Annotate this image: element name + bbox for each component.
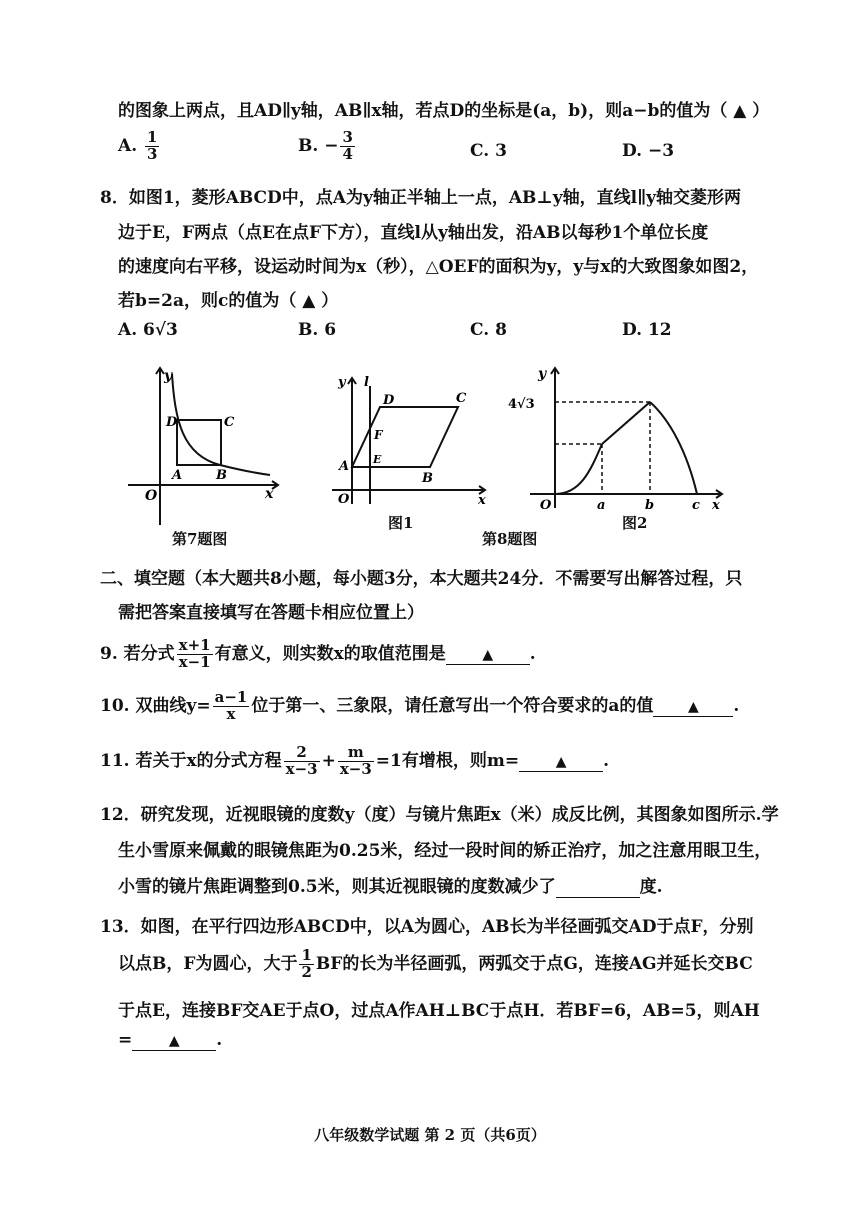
fig1-caption: 图1 bbox=[388, 514, 414, 532]
q8-line-3: 的速度向右平移，设运动时间为x（秒），△OEF的面积为y，y与x的大致图象如图2， bbox=[118, 257, 759, 277]
fig2-curve-3 bbox=[650, 402, 697, 494]
fig1-point-f: F bbox=[374, 428, 383, 442]
q11-answer-blank[interactable]: ▲ bbox=[519, 751, 603, 772]
q12-line-2: 生小雪原来佩戴的眼镜焦距为0.25米，经过一段时间的矫正治疗，加之注意用眼卫生， bbox=[118, 841, 772, 861]
q9-line: 9. 若分式 $\frac{x+1}{x-1}$ 有意义，则实数x的取值范围是 ▲ . bbox=[100, 636, 536, 671]
q8-option-c: C. 8 bbox=[470, 320, 507, 340]
q13-line-4: = ▲ . bbox=[118, 1030, 223, 1050]
q8-option-a: A. 6√3 bbox=[118, 320, 178, 340]
fig7-point-c: C bbox=[224, 415, 235, 430]
fig2-tick-a: a bbox=[597, 498, 606, 512]
fig1-point-d: D bbox=[383, 393, 395, 408]
q11-line: 11. 若关于x的分式方程 $\frac{2}{x-3}$ + $\frac{m}{x-3}$ =1有增根，则m= ▲ . bbox=[100, 743, 610, 778]
fig2-y-value-label: 4√3 bbox=[508, 397, 535, 412]
q12-line-1: 12．研究发现，近视眼镜的度数y（度）与镜片焦距x（米）成反比例，其图象如图所示.学 bbox=[100, 805, 779, 825]
q13-answer-blank[interactable]: ▲ bbox=[132, 1030, 216, 1051]
fig8-caption: 第8题图 bbox=[482, 530, 538, 548]
section2-heading-line-2: 需把答案直接填写在答题卡相应位置上） bbox=[118, 603, 424, 623]
fig7-y-label: y bbox=[164, 368, 173, 384]
fig1-l-label: l bbox=[364, 375, 369, 390]
q7-option-a: A. $\frac{1}{3}$ bbox=[118, 128, 158, 163]
fig1-point-b: B bbox=[422, 471, 433, 486]
fig7-point-b: B bbox=[216, 468, 227, 483]
fig7-caption: 第7题图 bbox=[172, 530, 228, 548]
section2-heading-line-1: 二、填空题（本大题共8小题，每小题3分，本大题共24分．不需要写出解答过程，只 bbox=[100, 569, 743, 589]
q8-line-4: 若b=2a，则c的值为（ ▲ ） bbox=[118, 291, 339, 311]
q13-line-2: 以点B，F为圆心，大于 $\frac{1}{2}$ BF的长为半径画弧，两弧交于点G，连接AG并延长交BC bbox=[118, 946, 753, 981]
fig7-origin-label: O bbox=[145, 488, 158, 504]
fig7-point-a: A bbox=[172, 468, 183, 483]
fig2-curve-1 bbox=[555, 444, 602, 494]
fig2-x-label: x bbox=[712, 498, 720, 512]
fig2-origin-label: O bbox=[540, 498, 552, 512]
fig1-y-label: y bbox=[338, 375, 346, 390]
q10-line: 10. 双曲线y= $\frac{a-1}{x}$ 位于第一、三象限，请任意写出一个符合要求的a的值 ▲ . bbox=[100, 688, 740, 723]
fig1-point-c: C bbox=[456, 391, 467, 406]
fig1-point-e: E bbox=[373, 453, 382, 466]
figure-1 bbox=[330, 372, 490, 507]
fig1-rhombus bbox=[352, 407, 458, 467]
fig1-point-a: A bbox=[339, 459, 350, 474]
fig2-segment-2 bbox=[602, 402, 650, 444]
fig7-square bbox=[177, 420, 221, 465]
q12-line-3: 小雪的镜片焦距调整到0.5米，则其近视眼镜的度数减少了 度. bbox=[118, 877, 663, 897]
figure-7 bbox=[120, 360, 290, 530]
fig2-y-label: y bbox=[538, 366, 547, 382]
q7-stem: 的图象上两点，且AD∥y轴，AB∥x轴，若点D的坐标是(a，b)，则a−b的值为（ ▲ ） bbox=[118, 101, 770, 121]
fig7-x-label: x bbox=[265, 486, 274, 502]
fig1-x-label: x bbox=[478, 493, 486, 507]
q13-line-3: 于点E，连接BF交AE于点O，过点A作AH⊥BC于点H．若BF=6，AB=5，则AH bbox=[118, 1001, 760, 1021]
fig2-tick-b: b bbox=[645, 498, 655, 512]
q10-answer-blank[interactable]: ▲ bbox=[653, 696, 733, 717]
q8-line-1: 8．如图1，菱形ABCD中，点A为y轴正半轴上一点，AB⊥y轴，直线l∥y轴交菱形两 bbox=[100, 188, 741, 208]
fig2-caption: 图2 bbox=[622, 514, 648, 532]
fig7-point-d: D bbox=[166, 415, 178, 430]
q7-option-c: C. 3 bbox=[470, 141, 507, 161]
q7-option-d: D. −3 bbox=[622, 141, 675, 161]
q8-line-2: 边于E，F两点（点E在点F下方），直线l从y轴出发，沿AB以每秒1个单位长度 bbox=[118, 223, 709, 243]
fig1-origin-label: O bbox=[338, 492, 350, 507]
fig2-tick-c: c bbox=[692, 498, 700, 512]
q9-answer-blank[interactable]: ▲ bbox=[446, 644, 530, 665]
q8-option-b: B. 6 bbox=[298, 320, 337, 340]
page-footer: 八年级数学试题 第 2 页（共6页） bbox=[314, 1126, 546, 1144]
q13-line-1: 13．如图，在平行四边形ABCD中，以A为圆心，AB长为半径画弧交AD于点F，分别 bbox=[100, 917, 754, 937]
q8-option-d: D. 12 bbox=[622, 320, 672, 340]
q12-answer-blank[interactable] bbox=[556, 877, 640, 898]
q7-option-b: B. − $\frac{3}{4}$ bbox=[298, 128, 353, 163]
figure-2 bbox=[500, 362, 730, 512]
